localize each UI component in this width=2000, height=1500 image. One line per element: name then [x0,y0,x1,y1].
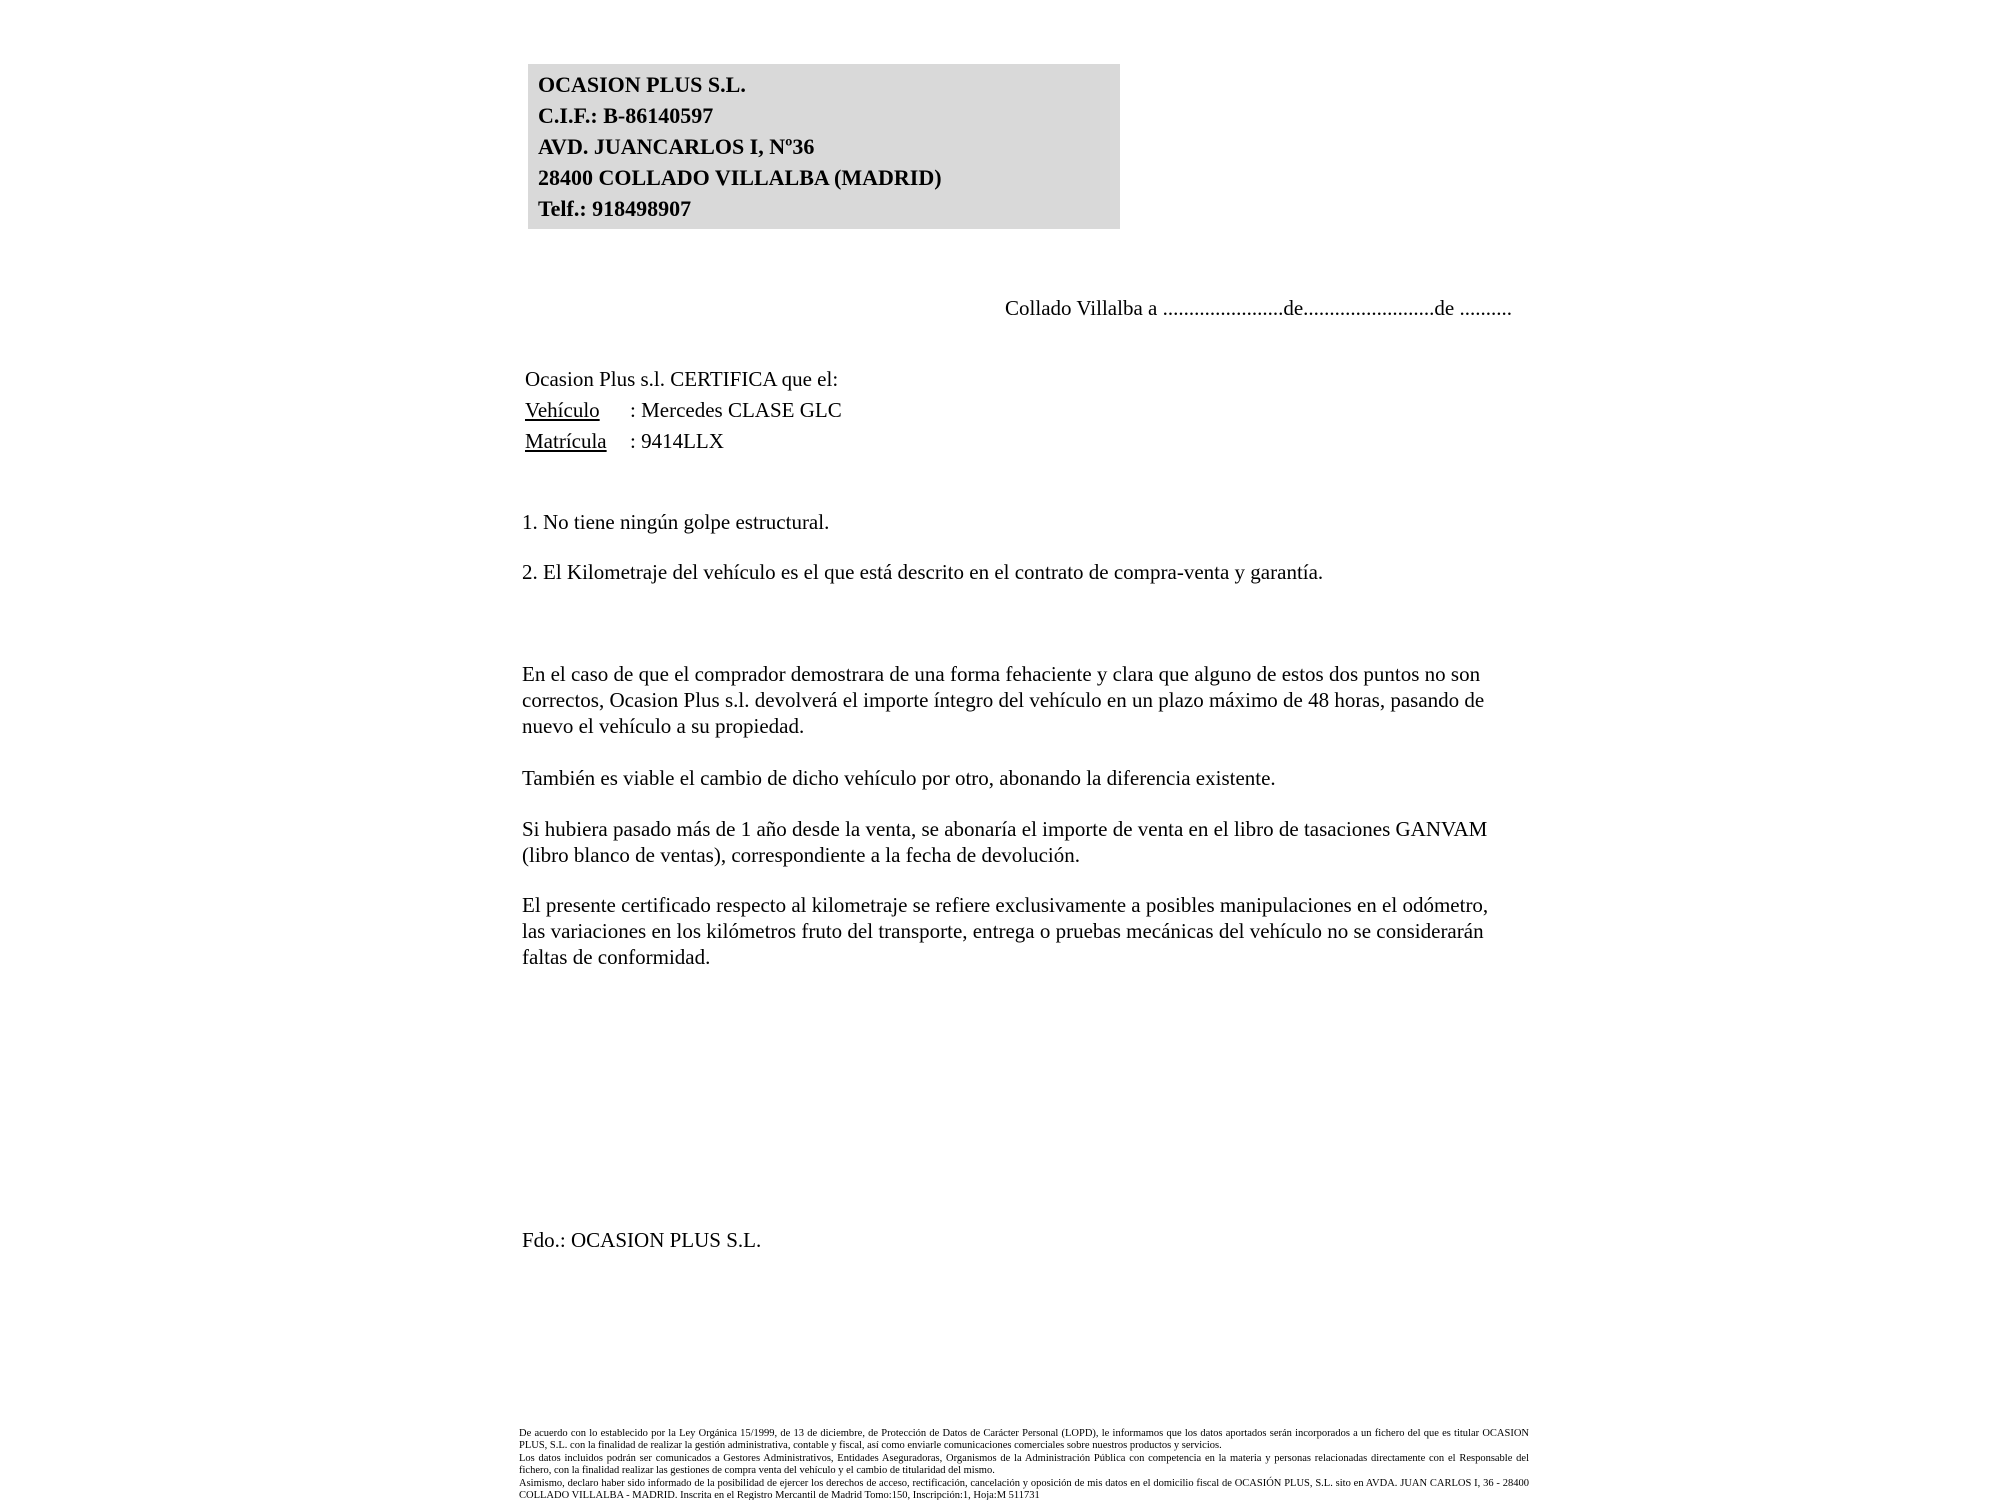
company-name: OCASION PLUS S.L. [538,72,746,97]
legal-footer [519,1428,1529,1500]
legal-paragraph-data-sharing: Los datos incluidos podrán ser comunicados a Gestores Administrativos, Entidades Aseguradoras, Organismos de la Administración Pública con competencia en la materia y personas relacionadas directamente con el Responsable del fichero, con la finalidad realizar las gestiones de compra venta del vehículo y el cambio de titularidad del mismo. [519,1452,1529,1477]
paragraph-refund: En el caso de que el comprador demostrara de una forma fehaciente y clara que alguno de estos dos puntos no son correctos, Ocasion Plus s.l. devolverá el importe íntegro del vehículo en un plazo máximo de 48 horas, pasando de nuevo el vehículo a su propiedad. [522,662,1485,738]
company-city: 28400 COLLADO VILLALBA (MADRID) [538,165,942,190]
certificate-block [525,364,1512,457]
paragraph-exchange: También es viable el cambio de dicho vehículo por otro, abonando la diferencia existente. [522,766,1276,790]
vehicle-value: : Mercedes CLASE GLC [630,398,842,422]
signature-line: Fdo.: OCASION PLUS S.L. [522,1228,762,1252]
paragraph-odometer: El presente certificado respecto al kilometraje se refiere exclusivamente a posibles manipulaciones en el odómetro, las variaciones en los kilómetros fruto del transporte, entrega o pruebas mecánicas del vehículo no se considerarán faltas de conformidad. [522,893,1489,969]
vehicle-label: Vehículo [525,398,600,422]
legal-paragraph-lopd: De acuerdo con lo establecido por la Ley Orgánica 15/1999, de 13 de diciembre, de Protección de Datos de Carácter Personal (LOPD), le informamos que los datos aportados serán incorporados a un fichero del que es titular OCASION PLUS, S.L. con la finalidad de realizar la gestión administrativa, contable y fiscal, así como enviarle comunicaciones comerciales sobre nuestros productos y servicios. [519,1428,1529,1452]
document-content [522,64,1512,1253]
vehicle-row [525,395,1512,426]
legal-paragraph-rights: Asimismo, declaro haber sido informado de la posibilidad de ejercer los derechos de acceso, rectificación, cancelación y oposición de mis datos en el domicilio fiscal de OCASIÓN PLUS, S.L. sito en AVDA. JUAN CARLOS I, 36 - 28400 COLLADO VILLALBA - MADRID. Inscrita en el Registro Mercantil de Madrid Tomo:150, Inscripción:1, Hoja:M 511731 [519,1477,1529,1500]
point-2: 2. El Kilometraje del vehículo es el que está descrito en el contrato de compra-venta y garantía. [522,560,1324,584]
company-cif: C.I.F.: B-86140597 [538,103,714,128]
certificate-intro: Ocasion Plus s.l. CERTIFICA que el: [525,367,839,391]
company-address: AVD. JUANCARLOS I, Nº36 [538,134,815,159]
letterhead [528,64,1120,229]
date-line: Collado Villalba a .......................de.........................de .......... [1005,296,1512,320]
plate-value: : 9414LLX [630,429,724,453]
point-1: 1. No tiene ningún golpe estructural. [522,510,830,534]
plate-label: Matrícula [525,429,607,453]
company-phone: Telf.: 918498907 [538,196,692,221]
paragraph-ganvam: Si hubiera pasado más de 1 año desde la venta, se abonaría el importe de venta en el libro de tasaciones GANVAM (libro blanco de ventas), correspondiente a la fecha de devolución. [522,817,1488,867]
plate-row [525,426,1512,457]
